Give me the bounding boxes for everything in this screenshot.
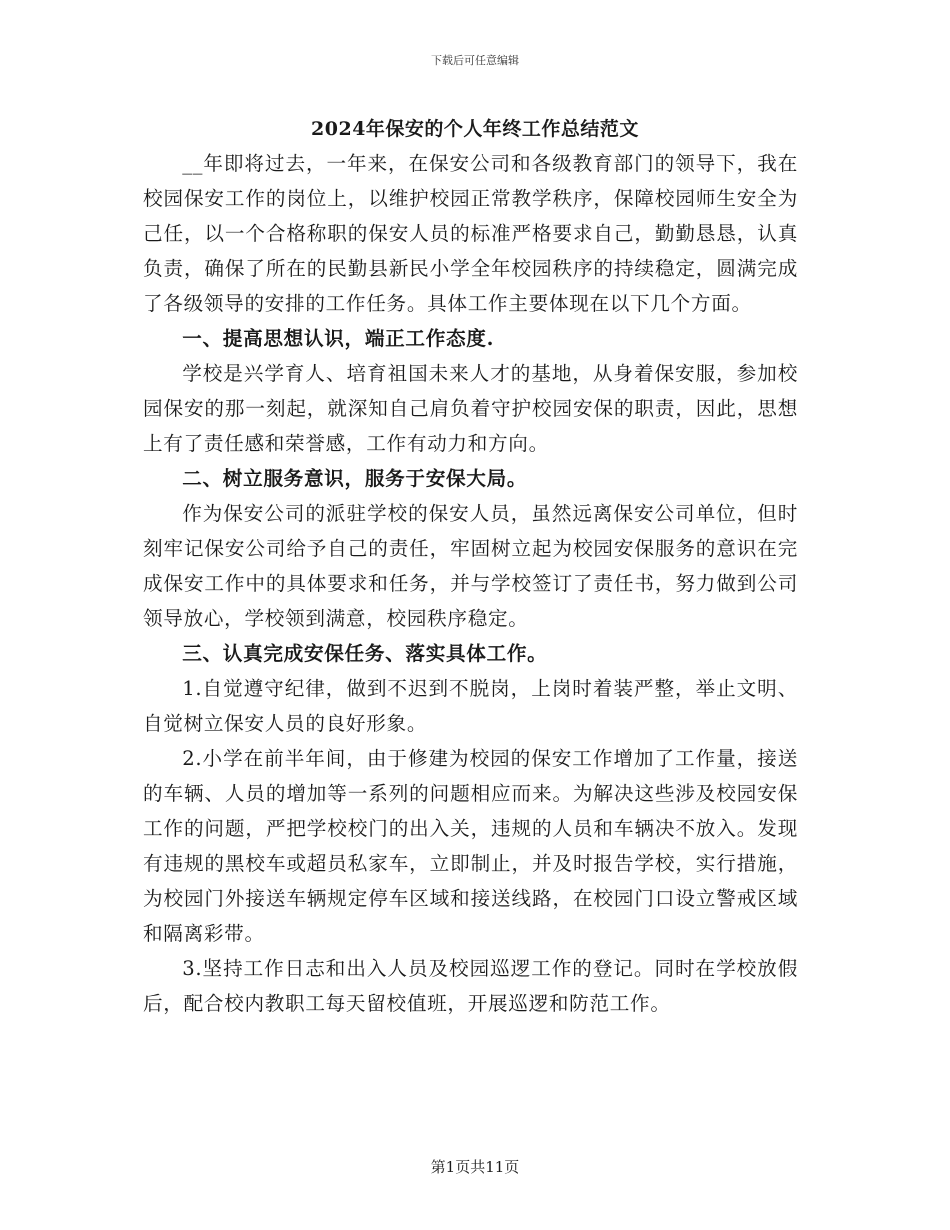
list-item-paragraph: 2.小学在前半年间，由于修建为校园的保安工作增加了工作量，接送的车辆、人员的增加等一系列的问题相应而来。为解决这些涉及校园安保工作的问题，严把学校校门的出入关，违规的人员和车辆决不放入。发现有违规的黑校车或超员私家车，立即制止，并及时报告学校，实行措施，为校园门外接送车辆规定停车区域和接送线路，在校园门口设立警戒区域和隔离彩带。 [143, 747, 798, 945]
document-body [143, 146, 798, 1021]
page-number: 第1页共11页 [430, 1158, 520, 1176]
list-item-paragraph: 3.坚持工作日志和出入人员及校园巡逻工作的登记。同时在学校放假后，配合校内教职工每天留校值班，开展巡逻和防范工作。 [143, 957, 798, 1015]
body-paragraph: 作为保安公司的派驻学校的保安人员，虽然远离保安公司单位，但时刻牢记保安公司给予自己的责任，牢固树立起为校园安保服务的意识在完成保安工作中的具体要求和任务，并与学校签订了责任书，努力做到公司领导放心，学校领到满意，校园秩序稳定。 [143, 502, 798, 630]
list-item-paragraph: 1.自觉遵守纪律，做到不迟到不脱岗，上岗时着装严整，举止文明、自觉树立保安人员的良好形象。 [143, 677, 798, 735]
page-header-note: 下载后可任意编辑 [431, 54, 519, 67]
body-paragraph: 学校是兴学育人、培育祖国未来人才的基地，从身着保安服，参加校园保安的那一刻起，就深知自己肩负着守护校园安保的职责，因此，思想上有了责任感和荣誉感，工作有动力和方向。 [143, 362, 798, 455]
section-heading: 二、树立服务意识，服务于安保大局。 [182, 467, 528, 490]
body-paragraph: __年即将过去，一年来，在保安公司和各级教育部门的领导下，我在校园保安工作的岗位上，以维护校园正常教学秩序，保障校园师生安全为己任，以一个合格称职的保安人员的标准严格要求自己，勤勤恳恳，认真负责，确保了所在的民勤县新民小学全年校园秩序的持续稳定，圆满完成了各级领导的安排的工作任务。具体工作主要体现在以下几个方面。 [143, 152, 798, 315]
section-heading: 三、认真完成安保任务、落实具体工作。 [182, 642, 548, 665]
document-title: 2024年保安的个人年终工作总结范文 [311, 118, 639, 140]
section-heading: 一、提高思想认识，端正工作态度. [182, 327, 495, 350]
